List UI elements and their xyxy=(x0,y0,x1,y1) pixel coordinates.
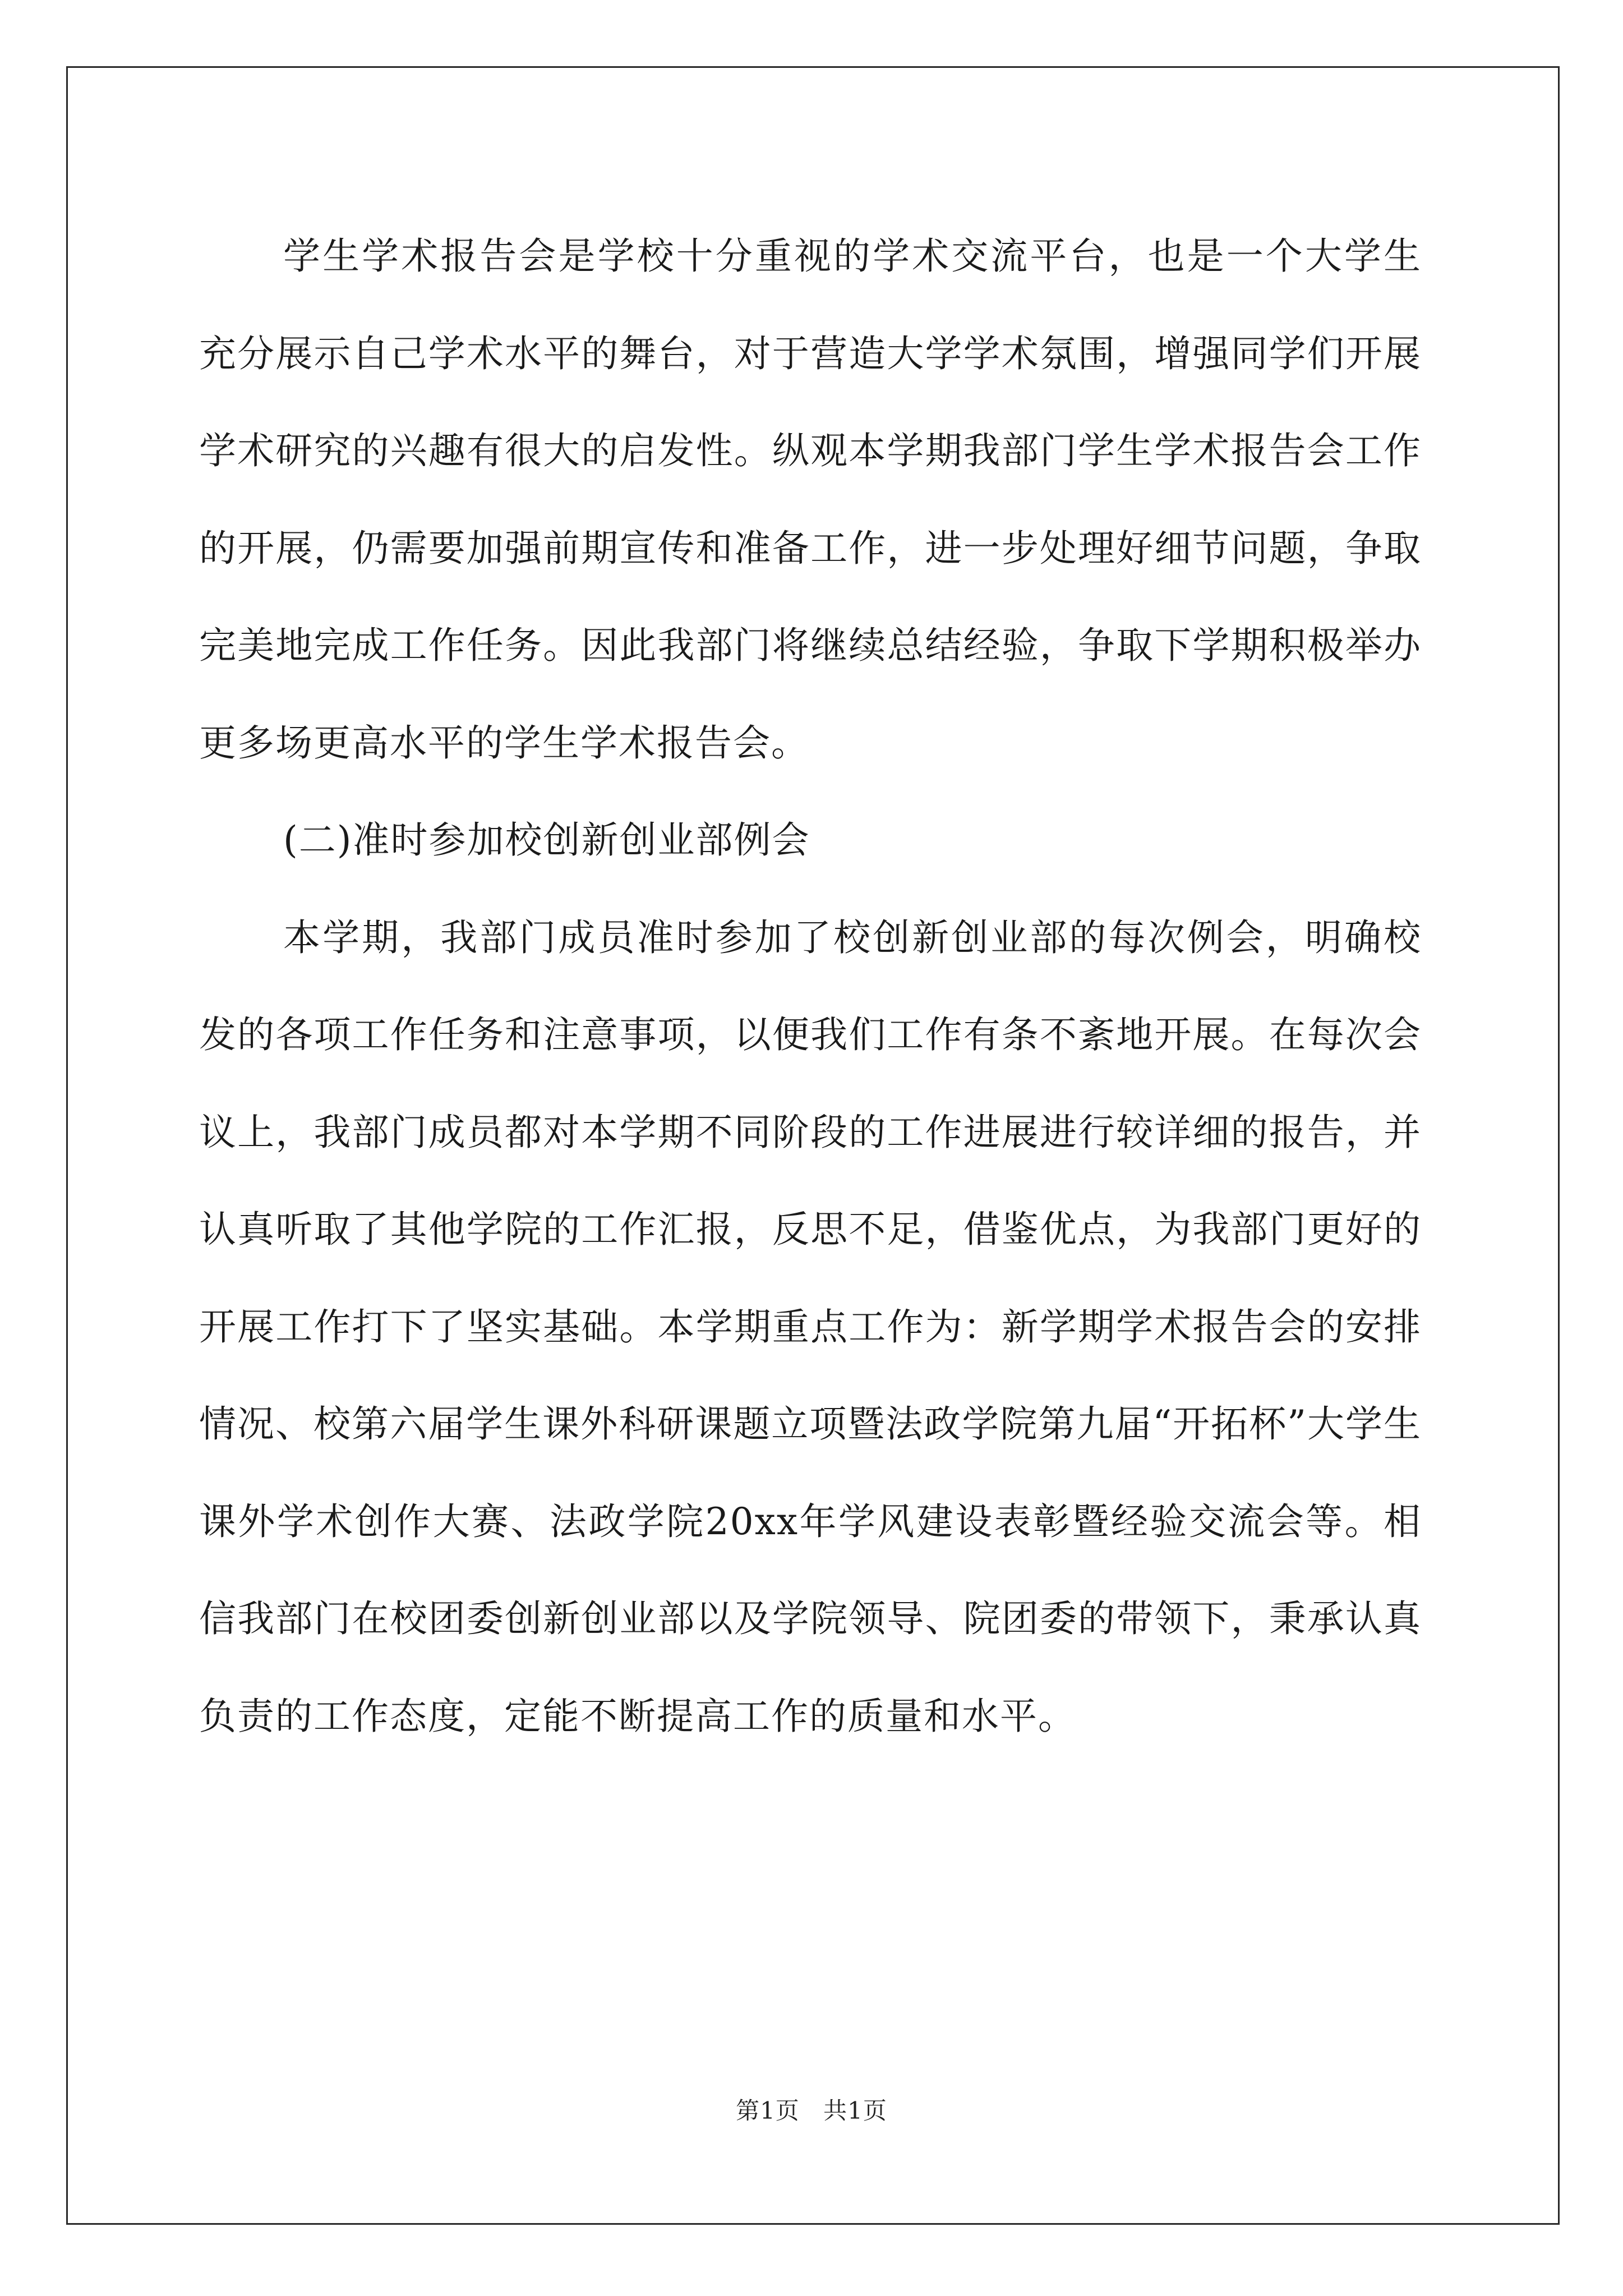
paragraph-regular-meetings: 本学期，我部门成员准时参加了校创新创业部的每次例会，明确校发的各项工作任务和注意事项，以便我们工作有条不紊地开展。在每次会议上，我部门成员都对本学期不同阶段的工作进展进行较详细的报告，并认真听取了其他学院的工作汇报，反思不足，借鉴优点，为我部门更好的开展工作打下了坚实基础。本学期重点工作为：新学期学术报告会的安排情况、校第六届学生课外科研课题立项暨法政学院第九届“开拓杯”大学生课外学术创作大赛、法政学院20xx年学风建设表彰暨经验交流会等。相信我部门在校团委创新创业部以及学院领导、院团委的带领下，秉承认真负责的工作态度，定能不断提高工作的质量和水平。 xyxy=(199,915,1422,1738)
paragraph-report-meetings: 学生学术报告会是学校十分重视的学术交流平台，也是一个大学生充分展示自己学术水平的舞台，对于营造大学学术氛围，增强同学们开展学术研究的兴趣有很大的启发性。纵观本学期我部门学生学术报告会工作的开展，仍需要加强前期宣传和准备工作，进一步处理好细节问题，争取完美地完成工作任务。因此我部门将继续总结经验，争取下学期积极举办更多场更高水平的学生学术报告会。 xyxy=(199,234,1422,765)
page-number: 第1页 xyxy=(736,2097,800,2124)
page-total: 共1页 xyxy=(823,2097,887,2124)
section-heading-regular-meetings: (二)准时参加校创新创业部例会 xyxy=(283,818,810,862)
page-footer xyxy=(0,2092,1623,2126)
document-body xyxy=(199,208,1422,1765)
